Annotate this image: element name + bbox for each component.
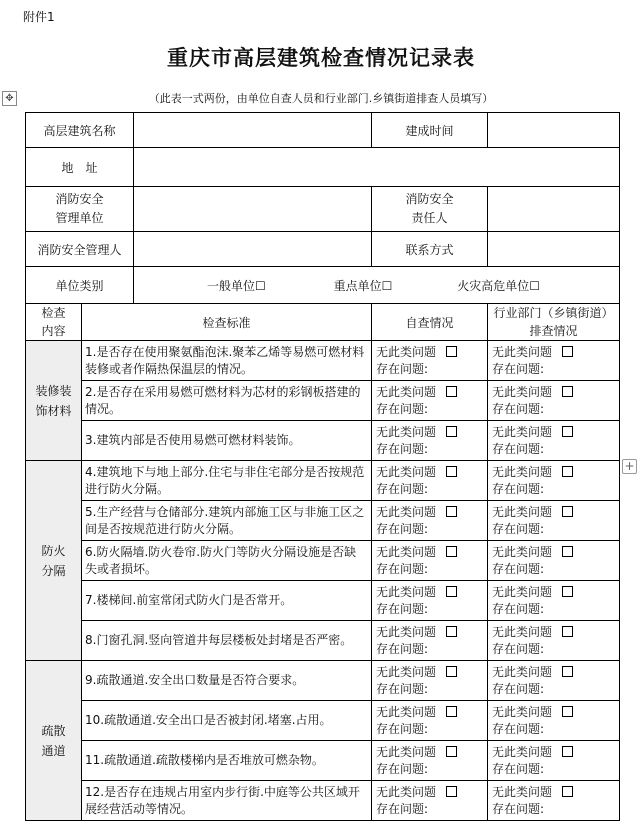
dept-check-cell <box>488 621 620 661</box>
no-problem-label: 无此类问题 <box>376 664 437 679</box>
self-check-cell <box>372 501 488 541</box>
no-problem-checkbox[interactable] <box>446 706 457 717</box>
page-title: 重庆市高层建筑检查情况记录表 <box>167 46 475 70</box>
build-time-label: 建成时间 <box>372 113 488 148</box>
col-standard-header: 检查标准 <box>82 304 372 341</box>
item-row <box>26 621 620 661</box>
no-problem-checkbox[interactable] <box>562 666 573 677</box>
has-problem-label[interactable]: 存在问题: <box>492 681 545 696</box>
add-column-icon[interactable]: + <box>622 459 637 474</box>
no-problem-checkbox[interactable] <box>562 746 573 757</box>
dept-check-cell <box>488 541 620 581</box>
has-problem-label[interactable]: 存在问题: <box>376 641 429 656</box>
no-problem-checkbox[interactable] <box>446 466 457 477</box>
has-problem-label[interactable]: 存在问题: <box>492 601 545 616</box>
no-problem-checkbox[interactable] <box>446 626 457 637</box>
no-problem-checkbox[interactable] <box>446 586 457 597</box>
inspection-record-table <box>25 112 620 821</box>
check-standard-text: 7.楼梯间.前室常闭式防火门是否常开。 <box>85 593 293 607</box>
no-problem-label: 无此类问题 <box>376 784 437 799</box>
has-problem-label[interactable]: 存在问题: <box>376 561 429 576</box>
check-standard-text: 10.疏散通道.安全出口是否被封闭.堵塞.占用。 <box>85 713 332 727</box>
no-problem-label: 无此类问题 <box>376 344 437 359</box>
check-standard-text: 1.是否存在使用聚氨酯泡沫.聚苯乙烯等易燃可燃材料装修或者作隔热保温层的情况。 <box>85 344 365 376</box>
no-problem-label: 无此类问题 <box>492 504 553 519</box>
check-standard-text: 3.建筑内部是否使用易燃可燃材料装饰。 <box>85 433 301 447</box>
no-problem-label: 无此类问题 <box>376 504 437 519</box>
item-row <box>26 701 620 741</box>
col-dept-check-header: 行业部门（乡镇街道） 排查情况 <box>488 304 620 341</box>
self-check-cell <box>372 781 488 821</box>
no-problem-checkbox[interactable] <box>562 386 573 397</box>
item-row <box>26 741 620 781</box>
has-problem-label[interactable]: 存在问题: <box>492 401 545 416</box>
unit-option-high-risk[interactable]: 火灾高危单位☐ <box>457 278 540 293</box>
attachment-label: 附件1 <box>23 10 55 24</box>
check-standard-text: 8.门窗孔洞.竖向管道井每层楼板处封堵是否严密。 <box>85 633 353 647</box>
self-check-cell <box>372 461 488 501</box>
col-content-header: 检查 内容 <box>26 304 82 341</box>
check-standard-text: 4.建筑地下与地上部分.住宅与非住宅部分是否按规范进行防火分隔。 <box>85 464 365 496</box>
dept-check-cell <box>488 381 620 421</box>
fire-mgmt-unit-label: 消防安全 管理单位 <box>26 187 134 232</box>
has-problem-label[interactable]: 存在问题: <box>492 521 545 536</box>
section-name: 装修装 饰材料 <box>26 341 82 461</box>
item-row <box>26 421 620 461</box>
no-problem-checkbox[interactable] <box>446 386 457 397</box>
item-row <box>26 781 620 821</box>
no-problem-checkbox[interactable] <box>562 346 573 357</box>
no-problem-label: 无此类问题 <box>492 584 553 599</box>
address-label: 地 址 <box>26 148 134 187</box>
check-standard-text: 12.是否存在违规占用室内步行街.中庭等公共区域开展经营活动等情况。 <box>85 784 360 816</box>
no-problem-label: 无此类问题 <box>492 424 553 439</box>
has-problem-label[interactable]: 存在问题: <box>376 801 429 816</box>
no-problem-label: 无此类问题 <box>376 744 437 759</box>
self-check-cell <box>372 741 488 781</box>
fire-responsible-value[interactable] <box>488 187 620 232</box>
item-row <box>26 661 620 701</box>
no-problem-label: 无此类问题 <box>376 464 437 479</box>
has-problem-label[interactable]: 存在问题: <box>376 441 429 456</box>
fire-responsible-label: 消防安全 责任人 <box>372 187 488 232</box>
dept-check-cell <box>488 501 620 541</box>
no-problem-label: 无此类问题 <box>376 624 437 639</box>
no-problem-label: 无此类问题 <box>492 384 553 399</box>
no-problem-label: 无此类问题 <box>376 384 437 399</box>
has-problem-label[interactable]: 存在问题: <box>376 761 429 776</box>
self-check-cell <box>372 701 488 741</box>
dept-check-cell <box>488 781 620 821</box>
no-problem-checkbox[interactable] <box>562 466 573 477</box>
section-name: 防火 分隔 <box>26 461 82 661</box>
has-problem-label[interactable]: 存在问题: <box>376 601 429 616</box>
has-problem-label[interactable]: 存在问题: <box>492 641 545 656</box>
dept-check-cell <box>488 701 620 741</box>
dept-check-cell <box>488 461 620 501</box>
has-problem-label[interactable]: 存在问题: <box>492 561 545 576</box>
self-check-cell <box>372 421 488 461</box>
has-problem-label[interactable]: 存在问题: <box>376 361 429 376</box>
page-subtitle: （此表一式两份，由单位自查人员和行业部门.乡镇街道排查人员填写） <box>148 92 494 105</box>
self-check-cell <box>372 381 488 421</box>
item-row <box>26 501 620 541</box>
contact-label: 联系方式 <box>372 232 488 267</box>
unit-option-key[interactable]: 重点单位☐ <box>333 278 393 293</box>
no-problem-checkbox[interactable] <box>562 626 573 637</box>
item-row <box>26 341 620 381</box>
no-problem-label: 无此类问题 <box>492 744 553 759</box>
has-problem-label[interactable]: 存在问题: <box>492 481 545 496</box>
no-problem-checkbox[interactable] <box>562 546 573 557</box>
dept-check-cell <box>488 341 620 381</box>
building-name-value[interactable] <box>134 113 372 148</box>
dept-check-cell <box>488 421 620 461</box>
self-check-cell <box>372 661 488 701</box>
no-problem-label: 无此类问题 <box>376 704 437 719</box>
no-problem-checkbox[interactable] <box>562 586 573 597</box>
has-problem-label[interactable]: 存在问题: <box>492 721 545 736</box>
check-standard-text: 2.是否存在采用易燃可燃材料为芯材的彩钢板搭建的情况。 <box>85 384 361 416</box>
self-check-cell <box>372 621 488 661</box>
building-name-label: 高层建筑名称 <box>26 113 134 148</box>
no-problem-label: 无此类问题 <box>376 544 437 559</box>
move-table-icon[interactable]: ✥ <box>2 91 17 106</box>
dept-check-cell <box>488 661 620 701</box>
check-standard-text: 6.防火隔墙.防火卷帘.防火门等防火分隔设施是否缺失或者损坏。 <box>85 544 357 576</box>
item-row <box>26 461 620 501</box>
dept-check-cell <box>488 741 620 781</box>
no-problem-checkbox[interactable] <box>446 346 457 357</box>
has-problem-label[interactable]: 存在问题: <box>376 721 429 736</box>
no-problem-label: 无此类问题 <box>492 464 553 479</box>
has-problem-label[interactable]: 存在问题: <box>492 441 545 456</box>
no-problem-label: 无此类问题 <box>492 544 553 559</box>
has-problem-label[interactable]: 存在问题: <box>376 481 429 496</box>
has-problem-label[interactable]: 存在问题: <box>492 361 545 376</box>
unit-category-label: 单位类别 <box>26 267 134 304</box>
contact-value[interactable] <box>488 232 620 267</box>
no-problem-label: 无此类问题 <box>376 424 437 439</box>
no-problem-checkbox[interactable] <box>446 746 457 757</box>
section-name: 疏散 通道 <box>26 661 82 821</box>
no-problem-checkbox[interactable] <box>562 786 573 797</box>
no-problem-checkbox[interactable] <box>562 426 573 437</box>
no-problem-label: 无此类问题 <box>492 344 553 359</box>
has-problem-label[interactable]: 存在问题: <box>376 401 429 416</box>
has-problem-label[interactable]: 存在问题: <box>376 521 429 536</box>
no-problem-checkbox[interactable] <box>446 506 457 517</box>
has-problem-label[interactable]: 存在问题: <box>492 761 545 776</box>
item-row <box>26 381 620 421</box>
no-problem-checkbox[interactable] <box>562 706 573 717</box>
no-problem-checkbox[interactable] <box>446 426 457 437</box>
check-standard-text: 5.生产经营与仓储部分.建筑内部施工区与非施工区之间是否按规范进行防火分隔。 <box>85 504 365 536</box>
no-problem-label: 无此类问题 <box>492 784 553 799</box>
no-problem-label: 无此类问题 <box>492 624 553 639</box>
fire-manager-label: 消防安全管理人 <box>26 232 134 267</box>
has-problem-label[interactable]: 存在问题: <box>376 681 429 696</box>
self-check-cell <box>372 541 488 581</box>
no-problem-checkbox[interactable] <box>446 546 457 557</box>
item-row <box>26 581 620 621</box>
no-problem-checkbox[interactable] <box>562 506 573 517</box>
col-self-check-header: 自查情况 <box>372 304 488 341</box>
unit-option-general[interactable]: 一般单位☐ <box>207 278 266 293</box>
no-problem-checkbox[interactable] <box>446 666 457 677</box>
no-problem-label: 无此类问题 <box>376 584 437 599</box>
no-problem-label: 无此类问题 <box>492 704 553 719</box>
address-value[interactable] <box>134 148 620 187</box>
self-check-cell <box>372 341 488 381</box>
has-problem-label[interactable]: 存在问题: <box>492 801 545 816</box>
dept-check-cell <box>488 581 620 621</box>
fire-mgmt-unit-value[interactable] <box>134 187 372 232</box>
build-time-value[interactable] <box>488 113 620 148</box>
no-problem-checkbox[interactable] <box>446 786 457 797</box>
check-standard-text: 9.疏散通道.安全出口数量是否符合要求。 <box>85 673 305 687</box>
check-standard-text: 11.疏散通道.疏散楼梯内是否堆放可燃杂物。 <box>85 753 324 767</box>
item-row <box>26 541 620 581</box>
fire-manager-value[interactable] <box>134 232 372 267</box>
no-problem-label: 无此类问题 <box>492 664 553 679</box>
self-check-cell <box>372 581 488 621</box>
unit-category-options <box>134 267 620 304</box>
